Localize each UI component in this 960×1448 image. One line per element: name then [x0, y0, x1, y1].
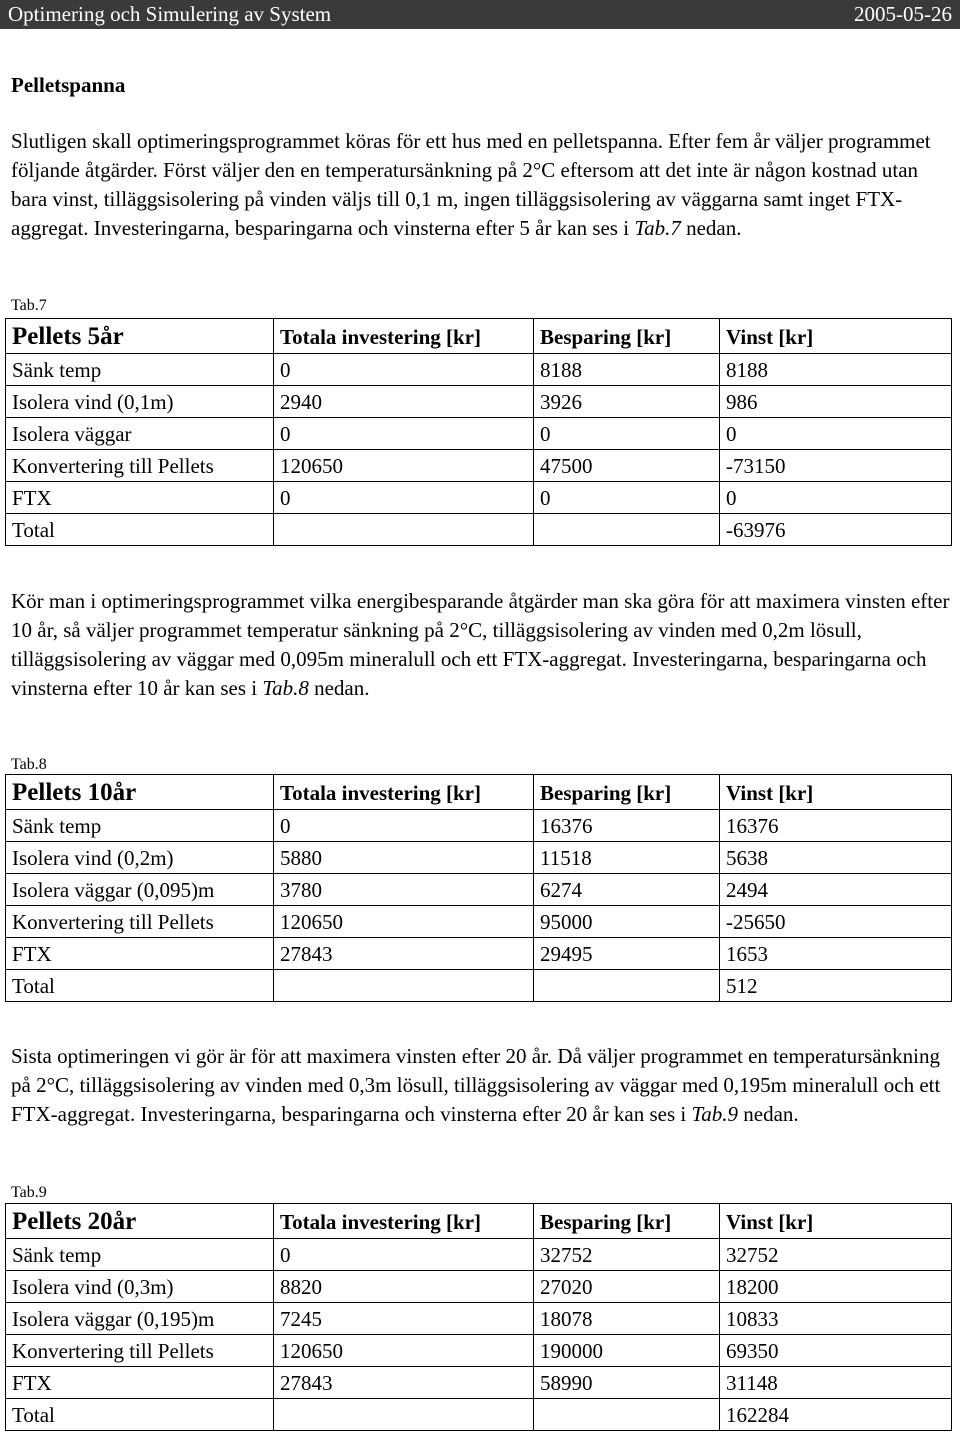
- table-row: [6, 874, 952, 906]
- column-header: Vinst [kr]: [720, 319, 952, 354]
- table-cell: 5638: [720, 842, 952, 874]
- table-cell: 120650: [274, 906, 534, 938]
- row-label: FTX: [6, 938, 274, 970]
- table-cell: 0: [274, 418, 534, 450]
- table-cell: 120650: [274, 450, 534, 482]
- table-cell: 8820: [274, 1271, 534, 1303]
- table-header-row: [6, 1204, 952, 1239]
- document-date: 2005-05-26: [854, 2, 952, 26]
- row-label: Konvertering till Pellets: [6, 450, 274, 482]
- table-cell: 1653: [720, 938, 952, 970]
- page-header: [0, 0, 960, 29]
- row-label: Sänk temp: [6, 354, 274, 386]
- column-header: Pellets 20år: [6, 1204, 274, 1239]
- table-cell: 29495: [534, 938, 720, 970]
- table-row: [6, 1303, 952, 1335]
- table-cell: 3780: [274, 874, 534, 906]
- table-reference: Tab.9: [691, 1102, 738, 1126]
- table-row: [6, 1239, 952, 1271]
- section-heading: Pelletspanna: [11, 73, 126, 97]
- table-cell: 10833: [720, 1303, 952, 1335]
- table-caption: Tab.9: [11, 1184, 47, 1201]
- table-row: [6, 1367, 952, 1399]
- row-label: Total: [6, 970, 274, 1002]
- table-cell: 0: [534, 418, 720, 450]
- table-header-row: [6, 319, 952, 354]
- table-cell: 2494: [720, 874, 952, 906]
- row-label: Sänk temp: [6, 810, 274, 842]
- row-label: FTX: [6, 1367, 274, 1399]
- table-row: [6, 386, 952, 418]
- paragraph-10-years: [11, 587, 951, 703]
- table-cell: 0: [720, 482, 952, 514]
- document-title: Optimering och Simulering av System: [8, 2, 332, 26]
- row-label: Isolera väggar (0,195)m: [6, 1303, 274, 1335]
- table-row: [6, 938, 952, 970]
- table-cell: 31148: [720, 1367, 952, 1399]
- paragraph-text: Sista optimeringen vi gör är för att maximera vinsten efter 20 år. Då väljer programmet en temperatursänkning på 2°C, tilläggsisolering av vinden med 0,3m lösull, tilläggsisolering av väggar med 0,195m mineralull och ett FTX-aggregat. Investeringarna, besparingarna och vinsterna efter 20 år kan ses i: [11, 1044, 941, 1126]
- column-header: Totala investering [kr]: [274, 775, 534, 810]
- table-cell: 0: [274, 1239, 534, 1271]
- row-label: Isolera väggar: [6, 418, 274, 450]
- table-cell: 0: [274, 354, 534, 386]
- table-cell: 0: [274, 810, 534, 842]
- table-caption: Tab.8: [11, 756, 47, 773]
- table-cell: 27843: [274, 1367, 534, 1399]
- column-header: Besparing [kr]: [534, 319, 720, 354]
- row-label: Konvertering till Pellets: [6, 1335, 274, 1367]
- table-cell: 16376: [534, 810, 720, 842]
- column-header: Vinst [kr]: [720, 775, 952, 810]
- table-row: [6, 514, 952, 546]
- table-cell: 162284: [720, 1399, 952, 1431]
- results-table-5-years: [5, 318, 952, 546]
- column-header: Pellets 5år: [6, 319, 274, 354]
- table-cell: 58990: [534, 1367, 720, 1399]
- table-cell: 95000: [534, 906, 720, 938]
- table-row: [6, 842, 952, 874]
- column-header: Besparing [kr]: [534, 1204, 720, 1239]
- row-label: Isolera vind (0,2m): [6, 842, 274, 874]
- table-cell: -63976: [720, 514, 952, 546]
- table-cell: 27020: [534, 1271, 720, 1303]
- table-cell: 512: [720, 970, 952, 1002]
- paragraph-end: nedan.: [738, 1102, 799, 1126]
- table-cell: 32752: [534, 1239, 720, 1271]
- row-label: Total: [6, 1399, 274, 1431]
- table-header-row: [6, 775, 952, 810]
- column-header: Totala investering [kr]: [274, 319, 534, 354]
- table-cell: -25650: [720, 906, 952, 938]
- table-row: [6, 1335, 952, 1367]
- paragraph-end: nedan.: [308, 676, 370, 700]
- table-cell: [274, 1399, 534, 1431]
- paragraph-20-years: [11, 1042, 951, 1129]
- table-cell: [534, 970, 720, 1002]
- row-label: Konvertering till Pellets: [6, 906, 274, 938]
- row-label: Isolera vind (0,3m): [6, 1271, 274, 1303]
- table-cell: 16376: [720, 810, 952, 842]
- table-row: [6, 970, 952, 1002]
- column-header: Vinst [kr]: [720, 1204, 952, 1239]
- paragraph-5-years: [11, 127, 951, 243]
- column-header: Totala investering [kr]: [274, 1204, 534, 1239]
- table-cell: 0: [720, 418, 952, 450]
- table-cell: 32752: [720, 1239, 952, 1271]
- table-cell: 3926: [534, 386, 720, 418]
- table-row: [6, 418, 952, 450]
- table-cell: 0: [274, 482, 534, 514]
- table-cell: 8188: [720, 354, 952, 386]
- table-row: [6, 906, 952, 938]
- table-cell: [534, 1399, 720, 1431]
- row-label: Total: [6, 514, 274, 546]
- table-cell: 190000: [534, 1335, 720, 1367]
- table-reference: Tab.8: [262, 676, 309, 700]
- paragraph-text: Slutligen skall optimeringsprogrammet köras för ett hus med en pelletspanna. Efter fem år väljer programmet följande åtgärder. Först väljer den en temperatursänkning på 2°C eftersom att det inte är någon kostnad utan bara vinst, tilläggsisolering på vinden väljs till 0,1 m, ingen tilläggsisolering av väggarna samt inget FTX-aggregat. Investeringarna, besparingarna och vinsterna efter 5 år kan ses i: [11, 129, 931, 240]
- results-table-20-years: [5, 1203, 952, 1431]
- table-row: [6, 450, 952, 482]
- table-cell: 47500: [534, 450, 720, 482]
- table-cell: 69350: [720, 1335, 952, 1367]
- table-cell: -73150: [720, 450, 952, 482]
- table-row: [6, 1399, 952, 1431]
- table-cell: 18200: [720, 1271, 952, 1303]
- table-cell: 18078: [534, 1303, 720, 1335]
- column-header: Pellets 10år: [6, 775, 274, 810]
- table-row: [6, 1271, 952, 1303]
- table-cell: [274, 514, 534, 546]
- table-cell: 27843: [274, 938, 534, 970]
- table-cell: 120650: [274, 1335, 534, 1367]
- row-label: FTX: [6, 482, 274, 514]
- row-label: Isolera vind (0,1m): [6, 386, 274, 418]
- row-label: Isolera väggar (0,095)m: [6, 874, 274, 906]
- table-row: [6, 482, 952, 514]
- table-cell: 7245: [274, 1303, 534, 1335]
- table-caption: Tab.7: [11, 297, 47, 314]
- row-label: Sänk temp: [6, 1239, 274, 1271]
- table-cell: 5880: [274, 842, 534, 874]
- table-cell: 0: [534, 482, 720, 514]
- paragraph-text: Kör man i optimeringsprogrammet vilka energibesparande åtgärder man ska göra för att maximera vinsten efter 10 år, så väljer programmet temperatur sänkning på 2°C, tilläggsisolering av vinden med 0,2m lösull, tilläggsisolering av väggar med 0,095m mineralull och ett FTX-aggregat. Investeringarna, besparingarna och vinsterna efter 10 år kan ses i: [11, 589, 950, 700]
- table-cell: 6274: [534, 874, 720, 906]
- table-row: [6, 810, 952, 842]
- column-header: Besparing [kr]: [534, 775, 720, 810]
- results-table-10-years: [5, 774, 952, 1002]
- table-row: [6, 354, 952, 386]
- paragraph-end: nedan.: [680, 216, 742, 240]
- table-cell: [274, 970, 534, 1002]
- table-cell: 11518: [534, 842, 720, 874]
- table-cell: 2940: [274, 386, 534, 418]
- table-cell: 8188: [534, 354, 720, 386]
- table-reference: Tab.7: [634, 216, 681, 240]
- table-cell: 986: [720, 386, 952, 418]
- table-cell: [534, 514, 720, 546]
